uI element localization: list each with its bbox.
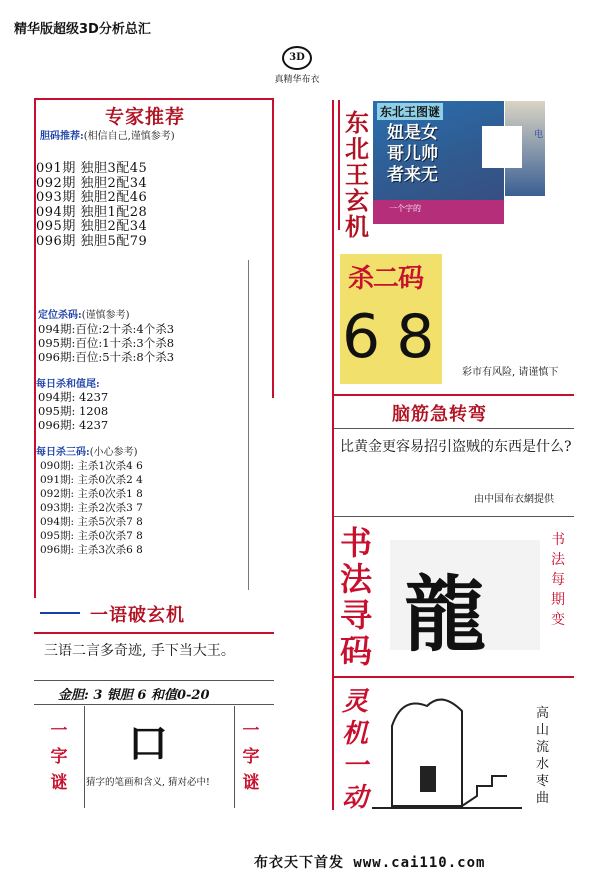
divider-expert-top: [34, 98, 274, 100]
page-title: 精华版超级3D分析总汇: [14, 22, 151, 37]
risk-warning: 彩市有风险, 请谨慎下: [462, 367, 559, 378]
divider-golden-bottom: [34, 704, 274, 705]
riddle-character: 口: [128, 720, 168, 767]
dongbei-vertical-title: 东北王玄机: [345, 108, 369, 241]
calligraphy-vertical-title: 书法寻码: [340, 524, 373, 670]
house-sketch: [372, 686, 522, 811]
expert-list: [36, 162, 147, 249]
logo-mark: 3D: [282, 46, 312, 70]
dongbei-frame: [338, 100, 374, 230]
expert-note-label: 胆码推荐:: [40, 131, 84, 142]
brain-teaser-question: 比黄金更容易招引盗贼的东西是什么?: [340, 439, 572, 455]
list-item: 093期: 主杀2次杀3 7: [40, 502, 143, 514]
calligraphy-character: 龍: [404, 567, 483, 663]
list-item: 091期 独胆3配45: [36, 161, 148, 176]
oneword-title: 一语破玄机: [90, 605, 185, 626]
fate-right-text: 高山流水枣曲: [536, 706, 550, 806]
kill-number: 6: [342, 302, 397, 372]
riddle-left-divider: [84, 706, 85, 808]
daily-three-label: 每日杀三码:: [36, 447, 90, 458]
list-item: 095期:百位:1十杀:3个杀8: [38, 336, 175, 350]
daily-sum-list: [38, 390, 108, 432]
expert-note-text: (相信自己,谨慎参考): [83, 131, 175, 142]
list-item: 092期 独胆2配34: [36, 175, 148, 191]
dongbei-poem: [387, 123, 438, 186]
whiteout-patch: [482, 126, 522, 168]
golden-guts: 金胆: 3 银胆 6 和值0-20: [58, 688, 210, 703]
side-photo-text: 电: [533, 130, 543, 140]
list-item: 094期: 4237: [38, 390, 109, 404]
riddle-right-label: 一字谜: [242, 721, 260, 793]
kill-two-title: 杀二码: [348, 264, 424, 294]
list-item: 095期 独胆2配34: [36, 219, 148, 234]
list-item: 096期: 4237: [38, 418, 109, 432]
oneword-text: 三语二言多奇迹, 手下当大王。: [44, 643, 235, 659]
dongbei-image-header: 东北王图谜: [377, 103, 443, 120]
list-item: 095期: 主杀0次杀7 8: [40, 530, 143, 542]
poem-line: 哥儿帅: [387, 144, 438, 164]
kill-two-box: [340, 254, 451, 384]
position-kill-header: [38, 306, 130, 321]
list-item: 090期: 主杀1次杀4 6: [40, 460, 143, 472]
calligraphy-right-text: 书法每期变: [551, 532, 565, 628]
divider-brain-under: [334, 428, 574, 429]
daily-three-list: [40, 459, 143, 557]
list-item: 092期: 主杀0次杀1 8: [40, 488, 143, 500]
position-kill-label: 定位杀码:: [38, 310, 82, 321]
riddle-left-label: 一字谜: [50, 721, 68, 793]
list-item: 094期:百位:2十杀:4个杀3: [38, 322, 175, 336]
divider-thin-right: [248, 260, 249, 590]
logo: [262, 46, 332, 96]
daily-sum-label: 每日杀和值尾:: [36, 379, 100, 390]
footer-site: 布衣天下首发 www.cai110.com: [254, 855, 486, 871]
divider-oneword: [34, 632, 274, 634]
daily-three-header: [36, 443, 138, 458]
expert-title: 专家推荐: [105, 106, 186, 128]
logo-subtitle: 真精华布衣: [274, 75, 320, 85]
dongbei-caption: 一个字的: [389, 204, 421, 213]
expert-note: [40, 127, 175, 142]
list-item: 094期: 主杀5次杀7 8: [40, 516, 143, 528]
position-kill-list: [38, 322, 174, 364]
divider-expert-right: [272, 98, 274, 398]
divider-right-1: [334, 394, 574, 396]
position-kill-note: (谨慎参考): [81, 310, 130, 321]
divider-middle: [332, 100, 334, 810]
list-item: 096期: 主杀3次杀6 8: [40, 544, 143, 556]
list-item: 091期: 主杀0次杀2 4: [40, 474, 143, 486]
divider-right-2: [334, 516, 574, 517]
riddle-hint: 猜字的笔画和含义, 猜对必中!: [86, 777, 210, 788]
divider-golden-top: [34, 680, 274, 681]
poem-line: 者来无: [387, 165, 438, 185]
kill-two-numbers: [342, 302, 450, 372]
list-item: 096期 独胆5配79: [36, 233, 148, 249]
brain-teaser-source: 由中国布衣網提供: [474, 494, 554, 505]
list-item: 093期 独胆2配46: [36, 190, 148, 205]
list-item: 094期 独胆1配28: [36, 204, 148, 220]
fate-vertical-title: 灵机一动: [342, 687, 369, 813]
divider-right-3: [334, 676, 574, 678]
oneword-title-bar: [40, 612, 80, 614]
list-item: 095期: 1208: [38, 404, 109, 418]
brain-teaser-title: 脑筋急转弯: [392, 404, 487, 425]
kill-number: 8: [396, 302, 451, 372]
daily-three-note: (小心参考): [89, 447, 138, 458]
riddle-right-divider: [234, 706, 235, 808]
poem-line: 妞是女: [387, 123, 438, 143]
list-item: 096期:百位:5十杀:8个杀3: [38, 350, 175, 364]
